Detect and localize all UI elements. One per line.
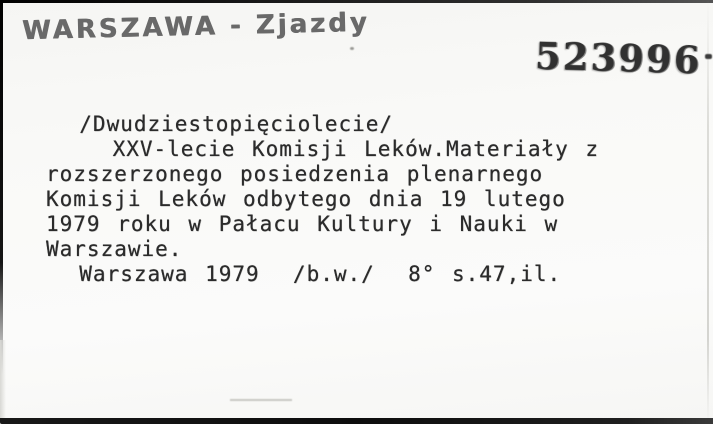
scan-dot [350,47,354,50]
typed-line: XXV-lecie Komisji Leków.Materiały z [46,137,600,161]
typed-line: Warszawa 1979 /b.w./ 8° s.47,il. [46,262,562,286]
scan-smudge [230,399,292,401]
catalog-number-stamp: 523996 [534,33,703,83]
typed-line: Warszawie. [46,237,183,261]
photo-edge-right [707,0,709,424]
typed-line: /Dwudziestopięciolecie/ [46,112,394,136]
typed-line: Komisji Leków odbytego dnia 19 lutego [46,187,566,211]
card-subject-heading: WARSZAWA - Zjazdy [21,7,371,47]
photo-edge-bottom [0,418,713,424]
typed-line: 1979 roku w Pałacu Kultury i Nauki w [46,212,559,236]
typed-bibliographic-text [46,112,599,287]
typed-line: rozszerzonego posiedzenia plenarnego [46,162,544,186]
photo-edge-left-shadow [0,340,6,424]
photo-edge-top [0,0,713,3]
photo-edge-left [0,0,3,375]
ink-speck [705,54,712,59]
